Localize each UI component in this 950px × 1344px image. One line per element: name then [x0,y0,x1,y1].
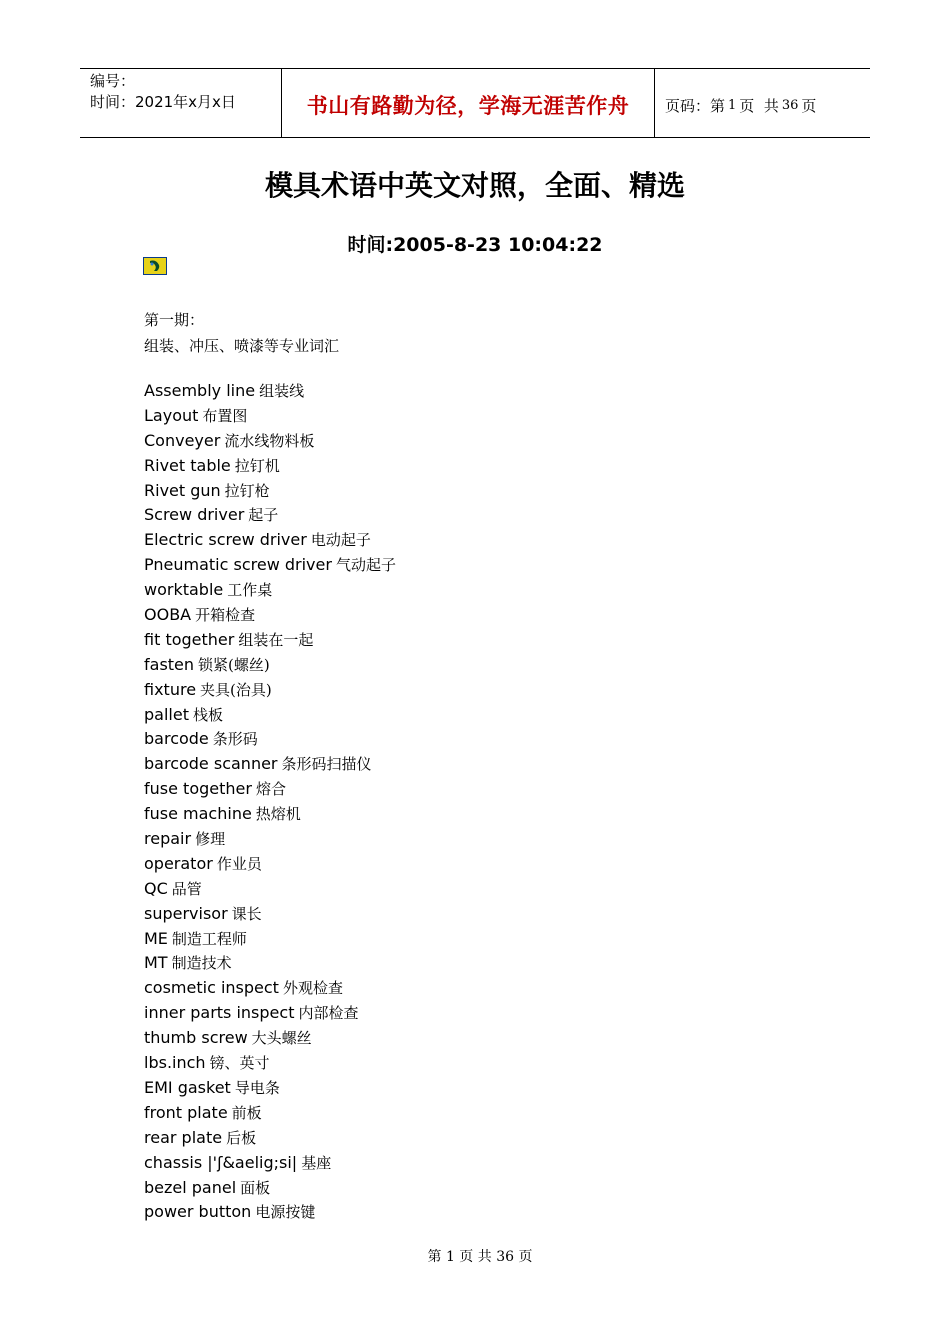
header-motto-cell [282,69,655,137]
post-datetime: 时间:2005-8-23 10:04:22 [347,234,603,256]
term-english: Assembly line [144,381,256,400]
term-chinese: 面板 [240,1178,271,1197]
section-subtitle: 组装、冲压、喷漆等专业词汇 [144,337,340,355]
term-chinese: 课长 [231,904,262,923]
page-suffix: 页 [801,96,817,115]
term-chinese: 夹具(治具) [200,680,272,699]
term-chinese: 条形码 [212,730,258,749]
glossary-item [144,951,396,976]
term-chinese: 工作桌 [227,581,273,600]
glossary-item [144,1151,396,1176]
glossary-item [144,479,396,504]
page-mid: 页 共 [739,96,779,115]
glossary-item [144,703,396,728]
term-chinese: 布置图 [202,406,248,425]
term-english: repair [144,829,192,849]
term-english: cosmetic inspect [144,978,279,998]
term-english: Screw driver [144,505,245,525]
term-english: supervisor [144,903,228,923]
glossary-item [144,852,396,877]
term-chinese: 熔合 [255,780,286,799]
intro-section [144,307,339,359]
term-chinese: 内部检查 [298,1004,359,1023]
glossary-item [144,678,396,703]
glossary-item [144,404,396,429]
term-chinese: 前板 [231,1103,262,1122]
glossary-item [144,553,396,578]
header-meta [80,69,282,137]
term-chinese: 电源按键 [255,1203,316,1222]
term-english: fasten [144,654,195,674]
term-english: OOBA [144,605,192,625]
term-english: barcode scanner [144,754,278,774]
glossary-list [144,379,396,1225]
term-english: Rivet gun [144,480,221,500]
glossary-item [144,802,396,827]
term-chinese: 热熔机 [255,805,301,824]
term-chinese: 组装在一起 [238,630,314,649]
glossary-item [144,379,396,404]
term-english: lbs.inch [144,1053,206,1073]
term-chinese: 制造工程师 [171,929,247,948]
term-english: Conveyer [144,430,221,450]
glossary-item [144,927,396,952]
term-chinese: 起子 [248,506,279,525]
term-english: Layout [144,405,199,425]
term-chinese: 锁紧(螺丝) [198,655,270,674]
header-page-info [655,69,870,137]
term-chinese: 导电条 [234,1078,280,1097]
term-english: power button [144,1202,252,1222]
glossary-item [144,528,396,553]
term-english: Rivet table [144,455,231,475]
glossary-item [144,578,396,603]
term-chinese: 修理 [195,830,226,849]
page-prefix: 页码：第 [665,96,726,115]
term-chinese: 镑、英寸 [209,1054,270,1073]
term-english: thumb screw [144,1028,248,1048]
glossary-item [144,1101,396,1126]
glossary-item [144,503,396,528]
term-english: pallet [144,704,189,724]
period-label: 第一期： [144,311,205,329]
glossary-item [144,976,396,1001]
glossary-item [144,454,396,479]
glossary-item [144,1026,396,1051]
header-motto: 书山有路勤为径，学海无涯苦作舟 [306,93,630,118]
term-english: front plate [144,1102,228,1122]
term-english: MT [144,953,168,973]
term-chinese: 栈板 [192,705,223,724]
document-title: 模具术语中英文对照，全面、精选 [264,169,685,202]
glossary-item [144,653,396,678]
glossary-item [144,1051,396,1076]
term-english: ME [144,928,168,948]
term-english: worktable [144,580,224,600]
glossary-item [144,1001,396,1026]
term-english: EMI gasket [144,1077,231,1097]
term-english: rear plate [144,1127,223,1147]
page-footer: 第 1 页 共 36 页 [427,1249,533,1265]
term-english: barcode [144,729,209,749]
term-chinese: 电动起子 [310,531,371,550]
term-chinese: 组装线 [259,382,305,400]
term-chinese: 拉钉机 [234,456,280,475]
term-english: chassis |'ʃ&aelig;si| [144,1152,298,1172]
term-english: fit together [144,629,235,649]
term-english: fuse machine [144,804,252,824]
term-english: Pneumatic screw driver [144,555,332,575]
term-english: fixture [144,679,197,699]
term-english: QC [144,878,168,898]
term-english: fuse together [144,779,252,799]
term-chinese: 后板 [226,1128,257,1147]
document-time-label: 时间：2021年x月x日 [90,93,236,111]
glossary-item [144,1176,396,1201]
glossary-item [144,902,396,927]
glossary-item [144,628,396,653]
glossary-item [144,429,396,454]
term-english: bezel panel [144,1177,237,1197]
term-chinese: 大头螺丝 [251,1029,312,1048]
glossary-item [144,603,396,628]
document-number-label: 编号： [90,72,136,90]
glossary-item [144,827,396,852]
term-chinese: 基座 [301,1153,332,1172]
glossary-item [144,752,396,777]
page-current: 1 [728,97,737,113]
glossary-item [144,727,396,752]
document-header [80,68,870,138]
page-total: 36 [781,97,799,113]
term-english: Electric screw driver [144,530,307,550]
term-english: inner parts inspect [144,1003,295,1023]
term-chinese: 制造技术 [171,954,232,973]
term-chinese: 条形码扫描仪 [281,755,372,774]
glossary-item [144,1076,396,1101]
term-chinese: 流水线物料板 [224,431,315,450]
image-placeholder-icon[interactable] [143,257,167,275]
term-chinese: 拉钉枪 [224,481,270,500]
term-chinese: 外观检查 [282,979,343,998]
glossary-item [144,777,396,802]
term-chinese: 作业员 [216,854,262,873]
glossary-item [144,1200,396,1225]
glossary-item [144,877,396,902]
term-chinese: 开箱检查 [195,606,256,625]
term-english: operator [144,853,213,873]
term-chinese: 品管 [171,879,202,898]
glossary-item [144,1126,396,1151]
term-chinese: 气动起子 [335,556,396,575]
